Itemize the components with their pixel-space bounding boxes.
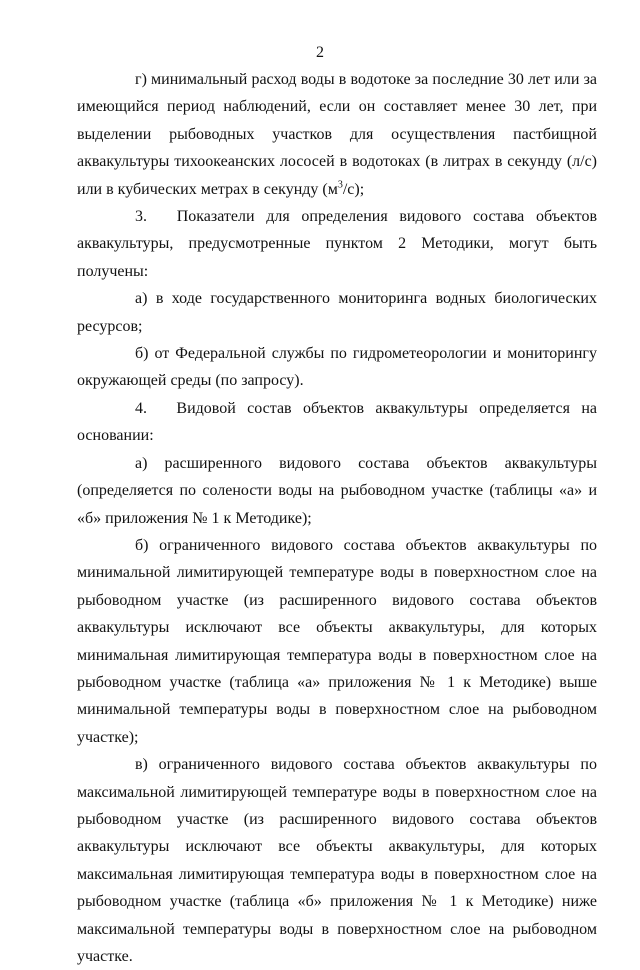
- paragraph-3a: а) в ходе государственного мониторинга водных биологических ресурсов;: [77, 290, 597, 335]
- paragraph-g-text: г) минимальный расход воды в водотоке за последние 30 лет или за имеющийся период наблюдений, если он составляет менее 30 лет, при выделении рыбоводных участков для осуществления пастбищной аквакультуры тихоокеанских лососей в водотоках (в литрах в секунду (л/с) или в кубических метрах в секунду (м: [77, 71, 597, 198]
- paragraph-g-end: /с);: [342, 180, 365, 198]
- paragraph-3b: б) от Федеральной службы по гидрометеорологии и мониторингу окружающей среды (по запросу).: [77, 345, 597, 390]
- paragraph-4-number: 4.: [135, 399, 147, 417]
- paragraph-4: [77, 395, 597, 450]
- paragraph-3: [77, 203, 597, 285]
- paragraph-3-number: 3.: [135, 208, 147, 226]
- paragraph-4-text: Видовой состав объектов аквакультуры определяется на основании:: [77, 399, 597, 445]
- superscript-3: 3: [337, 179, 343, 191]
- paragraph-3-text: Показатели для определения видового состава объектов аквакультуры, предусмотренные пунктом 2 Методики, могут быть получены:: [77, 208, 597, 280]
- document-body: [77, 66, 597, 970]
- paragraph-4v: в) ограниченного видового состава объектов аквакультуры по максимальной лимитирующей температуре воды в поверхностном слое на рыбоводном участке (из расширенного видового состава объектов аквакультуры исключают все объекты аквакультуры, для которых максимальная лимитирующая температура воды в поверхностном слое на рыбоводном участке (таблица «б» приложения № 1 к Методике) ниже максимальной температуры воды в поверхностном слое на рыбоводном участке.: [77, 756, 597, 965]
- paragraph-4a: а) расширенного видового состава объектов аквакультуры (определяется по солености воды на рыбоводном участке (таблицы «а» и «б» приложения № 1 к Методике);: [77, 454, 597, 527]
- paragraph-g-min-flow: [77, 66, 597, 203]
- page-number: 2: [316, 44, 324, 61]
- paragraph-4b: б) ограниченного видового состава объектов аквакультуры по минимальной лимитирующей температуре воды в поверхностном слое на рыбоводном участке (из расширенного видового состава объектов аквакультуры исключают все объекты аквакультуры, для которых минимальная лимитирующая температура воды в поверхностном слое на рыбоводном участке (таблица «а» приложения № 1 к Методике) выше минимальной температуры воды в поверхностном слое на рыбоводном участке);: [77, 536, 597, 746]
